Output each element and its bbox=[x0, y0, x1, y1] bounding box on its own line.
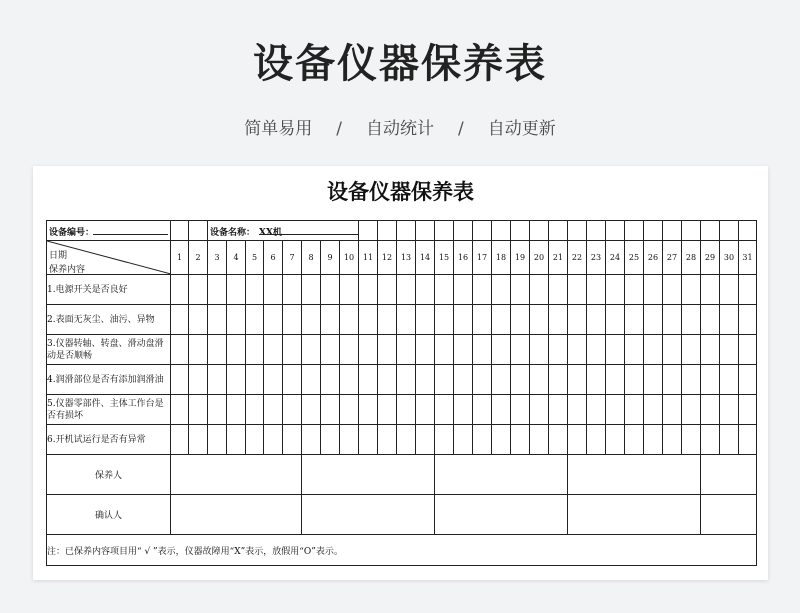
maintainer-signature-cell[interactable] bbox=[435, 455, 568, 495]
check-cell[interactable] bbox=[720, 335, 739, 365]
day-header-7: 7 bbox=[283, 241, 302, 275]
check-cell[interactable] bbox=[171, 305, 189, 335]
tag-auto-stats: 自动统计 bbox=[366, 119, 434, 139]
check-cell[interactable] bbox=[549, 305, 568, 335]
check-cell[interactable] bbox=[359, 395, 378, 425]
check-cell[interactable] bbox=[208, 365, 227, 395]
day-cell-blank bbox=[397, 221, 416, 241]
check-cell[interactable] bbox=[511, 335, 530, 365]
check-cell[interactable] bbox=[227, 305, 246, 335]
sheet-title: 设备仪器保养表 bbox=[327, 179, 474, 204]
check-cell[interactable] bbox=[264, 395, 283, 425]
diagonal-header-cell bbox=[47, 241, 171, 275]
check-cell[interactable] bbox=[492, 365, 511, 395]
check-cell[interactable] bbox=[739, 365, 757, 395]
check-cell[interactable] bbox=[663, 425, 682, 455]
check-cell[interactable] bbox=[530, 425, 549, 455]
check-cell[interactable] bbox=[397, 305, 416, 335]
day-cell-blank bbox=[189, 221, 208, 241]
check-cell[interactable] bbox=[587, 335, 606, 365]
check-cell[interactable] bbox=[511, 395, 530, 425]
check-cell[interactable] bbox=[378, 335, 397, 365]
check-cell[interactable] bbox=[701, 305, 720, 335]
day-header-30: 30 bbox=[720, 241, 739, 275]
check-cell[interactable] bbox=[587, 395, 606, 425]
maintenance-item-row bbox=[47, 305, 757, 335]
check-cell[interactable] bbox=[492, 395, 511, 425]
confirmer-row bbox=[47, 495, 757, 535]
note-row bbox=[47, 535, 757, 566]
equipment-info-row bbox=[47, 221, 757, 241]
check-cell[interactable] bbox=[492, 275, 511, 305]
check-cell[interactable] bbox=[549, 365, 568, 395]
check-cell[interactable] bbox=[283, 305, 302, 335]
maintenance-table bbox=[46, 220, 757, 566]
check-cell[interactable] bbox=[397, 275, 416, 305]
day-cell-blank bbox=[568, 221, 587, 241]
day-header-24: 24 bbox=[606, 241, 625, 275]
day-cell-blank bbox=[587, 221, 606, 241]
maintainer-signature-cell[interactable] bbox=[701, 455, 757, 495]
check-cell[interactable] bbox=[739, 275, 757, 305]
check-cell[interactable] bbox=[416, 335, 435, 365]
day-cell-blank bbox=[663, 221, 682, 241]
day-cell-blank bbox=[625, 221, 644, 241]
day-header-27: 27 bbox=[663, 241, 682, 275]
check-cell[interactable] bbox=[171, 335, 189, 365]
day-cell-blank bbox=[530, 221, 549, 241]
maintenance-item-label: 3.仪器转轴、转盘、滑动盘滑动是否顺畅 bbox=[47, 335, 171, 365]
diag-content-label: 保养内容 bbox=[49, 265, 86, 275]
check-cell[interactable] bbox=[530, 305, 549, 335]
check-cell[interactable] bbox=[340, 395, 359, 425]
check-cell[interactable] bbox=[530, 275, 549, 305]
day-cell-blank bbox=[701, 221, 720, 241]
check-cell[interactable] bbox=[340, 335, 359, 365]
check-cell[interactable] bbox=[587, 425, 606, 455]
check-cell[interactable] bbox=[625, 335, 644, 365]
check-cell[interactable] bbox=[208, 275, 227, 305]
check-cell[interactable] bbox=[378, 425, 397, 455]
page-title: 设备仪器保养表 bbox=[253, 41, 547, 87]
check-cell[interactable] bbox=[701, 275, 720, 305]
check-cell[interactable] bbox=[720, 365, 739, 395]
check-cell[interactable] bbox=[701, 425, 720, 455]
confirmer-signature-cell[interactable] bbox=[302, 495, 435, 535]
check-cell[interactable] bbox=[473, 425, 492, 455]
day-cell-blank bbox=[454, 221, 473, 241]
maintenance-item-row bbox=[47, 365, 757, 395]
check-cell[interactable] bbox=[739, 425, 757, 455]
check-cell[interactable] bbox=[264, 365, 283, 395]
day-header-3: 3 bbox=[208, 241, 227, 275]
check-cell[interactable] bbox=[454, 395, 473, 425]
day-header-2: 2 bbox=[189, 241, 208, 275]
check-cell[interactable] bbox=[246, 365, 264, 395]
day-header-4: 4 bbox=[227, 241, 246, 275]
check-cell[interactable] bbox=[302, 425, 321, 455]
day-cell-blank bbox=[549, 221, 568, 241]
day-cell-blank bbox=[416, 221, 435, 241]
check-cell[interactable] bbox=[587, 275, 606, 305]
maintainer-signature-cell[interactable] bbox=[302, 455, 435, 495]
check-cell[interactable] bbox=[682, 395, 701, 425]
check-cell[interactable] bbox=[587, 365, 606, 395]
check-cell[interactable] bbox=[208, 395, 227, 425]
check-cell[interactable] bbox=[378, 365, 397, 395]
check-cell[interactable] bbox=[340, 365, 359, 395]
check-cell[interactable] bbox=[739, 305, 757, 335]
day-header-14: 14 bbox=[416, 241, 435, 275]
check-cell[interactable] bbox=[644, 335, 663, 365]
check-cell[interactable] bbox=[454, 335, 473, 365]
tag-easy: 简单易用 bbox=[244, 119, 313, 139]
check-cell[interactable] bbox=[264, 335, 283, 365]
equipment-no-label: 设备编号： bbox=[49, 228, 95, 238]
check-cell[interactable] bbox=[682, 305, 701, 335]
check-cell[interactable] bbox=[264, 425, 283, 455]
equipment-name-underline bbox=[259, 234, 359, 235]
day-header-18: 18 bbox=[492, 241, 511, 275]
check-cell[interactable] bbox=[568, 395, 587, 425]
check-cell[interactable] bbox=[397, 425, 416, 455]
check-cell[interactable] bbox=[435, 365, 454, 395]
check-cell[interactable] bbox=[682, 425, 701, 455]
day-header-8: 8 bbox=[302, 241, 321, 275]
check-cell[interactable] bbox=[511, 425, 530, 455]
maintenance-item-row bbox=[47, 425, 757, 455]
check-cell[interactable] bbox=[227, 335, 246, 365]
day-header-26: 26 bbox=[644, 241, 663, 275]
check-cell[interactable] bbox=[246, 305, 264, 335]
check-cell[interactable] bbox=[227, 395, 246, 425]
check-cell[interactable] bbox=[625, 395, 644, 425]
check-cell[interactable] bbox=[568, 365, 587, 395]
check-cell[interactable] bbox=[663, 395, 682, 425]
day-cell-blank bbox=[682, 221, 701, 241]
check-cell[interactable] bbox=[246, 395, 264, 425]
check-cell[interactable] bbox=[606, 335, 625, 365]
check-cell[interactable] bbox=[378, 275, 397, 305]
check-cell[interactable] bbox=[492, 335, 511, 365]
day-cell-blank bbox=[171, 221, 189, 241]
day-cell-blank bbox=[378, 221, 397, 241]
check-cell[interactable] bbox=[606, 425, 625, 455]
check-cell[interactable] bbox=[189, 425, 208, 455]
check-cell[interactable] bbox=[171, 365, 189, 395]
check-cell[interactable] bbox=[682, 365, 701, 395]
day-header-28: 28 bbox=[682, 241, 701, 275]
check-cell[interactable] bbox=[530, 335, 549, 365]
check-cell[interactable] bbox=[227, 365, 246, 395]
check-cell[interactable] bbox=[625, 365, 644, 395]
day-header-6: 6 bbox=[264, 241, 283, 275]
check-cell[interactable] bbox=[378, 305, 397, 335]
check-cell[interactable] bbox=[321, 305, 340, 335]
check-cell[interactable] bbox=[720, 395, 739, 425]
check-cell[interactable] bbox=[606, 395, 625, 425]
check-cell[interactable] bbox=[473, 335, 492, 365]
equipment-name-value: XX机 bbox=[259, 228, 282, 238]
check-cell[interactable] bbox=[227, 275, 246, 305]
check-cell[interactable] bbox=[321, 275, 340, 305]
day-header-20: 20 bbox=[530, 241, 549, 275]
check-cell[interactable] bbox=[644, 305, 663, 335]
check-cell[interactable] bbox=[435, 305, 454, 335]
maintenance-item-row bbox=[47, 275, 757, 305]
check-cell[interactable] bbox=[208, 425, 227, 455]
maintenance-item-label: 6.开机试运行是否有异常 bbox=[47, 425, 171, 455]
check-cell[interactable] bbox=[473, 305, 492, 335]
day-cell-blank bbox=[511, 221, 530, 241]
check-cell[interactable] bbox=[189, 275, 208, 305]
check-cell[interactable] bbox=[701, 335, 720, 365]
check-cell[interactable] bbox=[644, 395, 663, 425]
check-cell[interactable] bbox=[171, 395, 189, 425]
check-cell[interactable] bbox=[283, 275, 302, 305]
day-header-12: 12 bbox=[378, 241, 397, 275]
check-cell[interactable] bbox=[302, 335, 321, 365]
check-cell[interactable] bbox=[397, 365, 416, 395]
tagline bbox=[0, 114, 800, 139]
check-cell[interactable] bbox=[416, 275, 435, 305]
check-cell[interactable] bbox=[549, 335, 568, 365]
check-cell[interactable] bbox=[568, 425, 587, 455]
check-cell[interactable] bbox=[227, 425, 246, 455]
day-header-10: 10 bbox=[340, 241, 359, 275]
check-cell[interactable] bbox=[189, 335, 208, 365]
check-cell[interactable] bbox=[644, 275, 663, 305]
check-cell[interactable] bbox=[625, 305, 644, 335]
check-cell[interactable] bbox=[302, 395, 321, 425]
check-cell[interactable] bbox=[644, 425, 663, 455]
check-cell[interactable] bbox=[568, 335, 587, 365]
day-cell-blank bbox=[644, 221, 663, 241]
diag-date-label: 日期 bbox=[49, 251, 68, 261]
check-cell[interactable] bbox=[321, 395, 340, 425]
check-cell[interactable] bbox=[340, 305, 359, 335]
check-cell[interactable] bbox=[549, 395, 568, 425]
day-header-1: 1 bbox=[171, 241, 189, 275]
note-text: 注：已保养内容项目用“ √ ”表示，仪器故障用“X”表示，放假用“O”表示。 bbox=[47, 535, 757, 566]
maintainer-signature-cell[interactable] bbox=[568, 455, 701, 495]
check-cell[interactable] bbox=[189, 395, 208, 425]
day-header-5: 5 bbox=[246, 241, 264, 275]
confirmer-signature-cell[interactable] bbox=[171, 495, 302, 535]
check-cell[interactable] bbox=[321, 365, 340, 395]
check-cell[interactable] bbox=[720, 305, 739, 335]
check-cell[interactable] bbox=[606, 365, 625, 395]
check-cell[interactable] bbox=[492, 305, 511, 335]
tag-separator: / bbox=[336, 119, 342, 139]
check-cell[interactable] bbox=[416, 305, 435, 335]
check-cell[interactable] bbox=[663, 305, 682, 335]
check-cell[interactable] bbox=[625, 275, 644, 305]
check-cell[interactable] bbox=[340, 425, 359, 455]
check-cell[interactable] bbox=[511, 275, 530, 305]
check-cell[interactable] bbox=[549, 275, 568, 305]
check-cell[interactable] bbox=[435, 335, 454, 365]
maintainer-row bbox=[47, 455, 757, 495]
day-header-31: 31 bbox=[739, 241, 757, 275]
check-cell[interactable] bbox=[644, 365, 663, 395]
equipment-no-cell[interactable] bbox=[47, 221, 171, 241]
check-cell[interactable] bbox=[321, 335, 340, 365]
check-cell[interactable] bbox=[189, 305, 208, 335]
tag-auto-update: 自动更新 bbox=[487, 119, 556, 139]
day-header-22: 22 bbox=[568, 241, 587, 275]
check-cell[interactable] bbox=[397, 335, 416, 365]
day-cell-blank bbox=[720, 221, 739, 241]
check-cell[interactable] bbox=[171, 275, 189, 305]
check-cell[interactable] bbox=[359, 305, 378, 335]
check-cell[interactable] bbox=[454, 275, 473, 305]
check-cell[interactable] bbox=[283, 425, 302, 455]
check-cell[interactable] bbox=[473, 395, 492, 425]
check-cell[interactable] bbox=[454, 305, 473, 335]
equipment-no-underline bbox=[93, 234, 168, 235]
maintenance-sheet bbox=[33, 166, 768, 580]
check-cell[interactable] bbox=[359, 335, 378, 365]
check-cell[interactable] bbox=[682, 275, 701, 305]
check-cell[interactable] bbox=[359, 425, 378, 455]
maintenance-item-row bbox=[47, 335, 757, 365]
day-header-23: 23 bbox=[587, 241, 606, 275]
check-cell[interactable] bbox=[189, 365, 208, 395]
day-cell-blank bbox=[359, 221, 378, 241]
maintainer-label: 保养人 bbox=[47, 455, 171, 495]
check-cell[interactable] bbox=[511, 365, 530, 395]
check-cell[interactable] bbox=[208, 335, 227, 365]
check-cell[interactable] bbox=[302, 365, 321, 395]
day-header-21: 21 bbox=[549, 241, 568, 275]
check-cell[interactable] bbox=[454, 425, 473, 455]
check-cell[interactable] bbox=[246, 425, 264, 455]
check-cell[interactable] bbox=[454, 365, 473, 395]
confirmer-signature-cell[interactable] bbox=[435, 495, 568, 535]
maintenance-item-label: 4.润滑部位是否有添加润滑油 bbox=[47, 365, 171, 395]
confirmer-signature-cell[interactable] bbox=[568, 495, 701, 535]
day-header-9: 9 bbox=[321, 241, 340, 275]
check-cell[interactable] bbox=[530, 365, 549, 395]
check-cell[interactable] bbox=[208, 305, 227, 335]
check-cell[interactable] bbox=[682, 335, 701, 365]
check-cell[interactable] bbox=[378, 395, 397, 425]
day-header-29: 29 bbox=[701, 241, 720, 275]
day-header-13: 13 bbox=[397, 241, 416, 275]
check-cell[interactable] bbox=[246, 275, 264, 305]
check-cell[interactable] bbox=[416, 395, 435, 425]
check-cell[interactable] bbox=[606, 305, 625, 335]
day-cell-blank bbox=[606, 221, 625, 241]
check-cell[interactable] bbox=[416, 425, 435, 455]
maintainer-signature-cell[interactable] bbox=[171, 455, 302, 495]
day-header-15: 15 bbox=[435, 241, 454, 275]
maintenance-item-label: 2.表面无灰尘、油污、异物 bbox=[47, 305, 171, 335]
check-cell[interactable] bbox=[530, 395, 549, 425]
check-cell[interactable] bbox=[701, 395, 720, 425]
day-header-17: 17 bbox=[473, 241, 492, 275]
check-cell[interactable] bbox=[283, 365, 302, 395]
check-cell[interactable] bbox=[720, 425, 739, 455]
day-header-11: 11 bbox=[359, 241, 378, 275]
check-cell[interactable] bbox=[663, 335, 682, 365]
day-cell-blank bbox=[739, 221, 757, 241]
check-cell[interactable] bbox=[568, 275, 587, 305]
check-cell[interactable] bbox=[264, 275, 283, 305]
maintenance-item-row bbox=[47, 395, 757, 425]
check-cell[interactable] bbox=[587, 305, 606, 335]
check-cell[interactable] bbox=[663, 275, 682, 305]
check-cell[interactable] bbox=[473, 275, 492, 305]
check-cell[interactable] bbox=[473, 365, 492, 395]
check-cell[interactable] bbox=[397, 395, 416, 425]
check-cell[interactable] bbox=[321, 425, 340, 455]
day-header-25: 25 bbox=[625, 241, 644, 275]
check-cell[interactable] bbox=[568, 305, 587, 335]
maintenance-item-label: 5.仪器零部件、主体工作台是否有损坏 bbox=[47, 395, 171, 425]
check-cell[interactable] bbox=[359, 365, 378, 395]
equipment-name-cell[interactable] bbox=[208, 221, 359, 241]
check-cell[interactable] bbox=[606, 275, 625, 305]
check-cell[interactable] bbox=[283, 335, 302, 365]
check-cell[interactable] bbox=[511, 305, 530, 335]
check-cell[interactable] bbox=[492, 425, 511, 455]
check-cell[interactable] bbox=[625, 425, 644, 455]
confirmer-signature-cell[interactable] bbox=[701, 495, 757, 535]
check-cell[interactable] bbox=[302, 305, 321, 335]
equipment-name-label: 设备名称： bbox=[210, 228, 256, 238]
day-cell-blank bbox=[435, 221, 454, 241]
maintenance-item-label: 1.电源开关是否良好 bbox=[47, 275, 171, 305]
tag-separator: / bbox=[458, 119, 464, 139]
check-cell[interactable] bbox=[340, 275, 359, 305]
day-cell-blank bbox=[492, 221, 511, 241]
check-cell[interactable] bbox=[435, 425, 454, 455]
check-cell[interactable] bbox=[171, 425, 189, 455]
check-cell[interactable] bbox=[701, 365, 720, 395]
check-cell[interactable] bbox=[739, 335, 757, 365]
check-cell[interactable] bbox=[264, 305, 283, 335]
check-cell[interactable] bbox=[435, 275, 454, 305]
check-cell[interactable] bbox=[663, 365, 682, 395]
day-header-19: 19 bbox=[511, 241, 530, 275]
check-cell[interactable] bbox=[359, 275, 378, 305]
day-header-row bbox=[47, 241, 757, 275]
check-cell[interactable] bbox=[549, 425, 568, 455]
check-cell[interactable] bbox=[739, 395, 757, 425]
confirmer-label: 确认人 bbox=[47, 495, 171, 535]
check-cell[interactable] bbox=[720, 275, 739, 305]
check-cell[interactable] bbox=[435, 395, 454, 425]
check-cell[interactable] bbox=[246, 335, 264, 365]
check-cell[interactable] bbox=[283, 395, 302, 425]
check-cell[interactable] bbox=[302, 275, 321, 305]
day-cell-blank bbox=[473, 221, 492, 241]
day-header-16: 16 bbox=[454, 241, 473, 275]
check-cell[interactable] bbox=[416, 365, 435, 395]
